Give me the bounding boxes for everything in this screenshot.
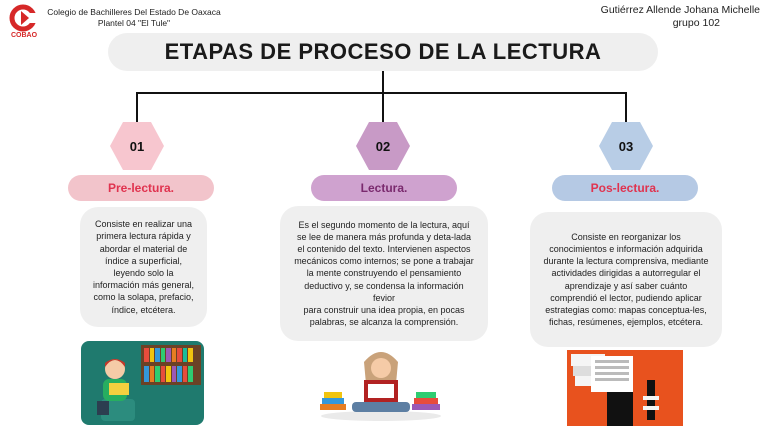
stage-2-label: Lectura. [360, 181, 408, 195]
student-name: Gutiérrez Allende Johana Michelle [600, 4, 760, 16]
book-stack-illustration [567, 350, 683, 426]
school-campus: Plantel 04 "El Tule" [97, 18, 171, 28]
child-reading-illustration [81, 341, 204, 425]
title-banner [108, 33, 658, 71]
stage-2-hexagon [355, 121, 411, 171]
girl-reading-illustration [312, 342, 450, 422]
stage-2-card [280, 206, 488, 341]
stage-3-card [530, 212, 722, 347]
stage-2-description: Es el segundo momento de la lectura, aquí se lee de manera más profunda y deta-lada el contenido del texto. Intervienen aspectos mecánicos como internos; se pone a trabajar la mente construyendo el pensamiento deductivo y, se condensa la información fevior para construir una idea propia, en pocas palabras, se alcanza la comprensión. [294, 219, 474, 328]
stage-1-pill [68, 175, 214, 201]
connector-center [382, 92, 384, 122]
stage-3-pill [552, 175, 698, 201]
connector-right [625, 92, 627, 122]
stage-1-number: 01 [129, 138, 145, 154]
stage-2-pill [311, 175, 457, 201]
connector-left [136, 92, 138, 122]
stage-1-label: Pre-lectura. [107, 181, 175, 195]
page-title: ETAPAS DE PROCESO DE LA LECTURA [164, 39, 602, 64]
stage-3-hexagon [598, 121, 654, 171]
logo-text: COBAO [10, 32, 38, 38]
cobao-logo [7, 4, 41, 38]
school-name: Colegio de Bachilleres Del Estado De Oaxaca [47, 7, 221, 17]
stage-3-number: 03 [618, 138, 634, 154]
stage-3-label: Pos-lectura. [590, 181, 660, 195]
school-info [38, 7, 230, 29]
student-info [588, 4, 760, 30]
stage-3-description: Consiste en reorganizar los conocimientos e información adquirida durante la lectura comprensiva, mediante actividades dirigidas a autorregular el aprendizaje y así saber cuánto comprendió el lector, pudiendo aplicar estrategias como: mapas conceptua-les, fichas, resúmenes, ejemplos, etcétera. [543, 231, 709, 328]
stage-1-description: Consiste en realizar una primera lectura rápida y abordar el material de índice a superficial, leyendo solo la información más general, como la solapa, prefacio, índice, etcétera. [92, 219, 195, 315]
student-group: grupo 102 [672, 17, 720, 29]
stage-1-card [80, 207, 207, 327]
stage-1-hexagon [109, 121, 165, 171]
connector-trunk [382, 71, 384, 93]
stage-2-number: 02 [375, 138, 391, 154]
